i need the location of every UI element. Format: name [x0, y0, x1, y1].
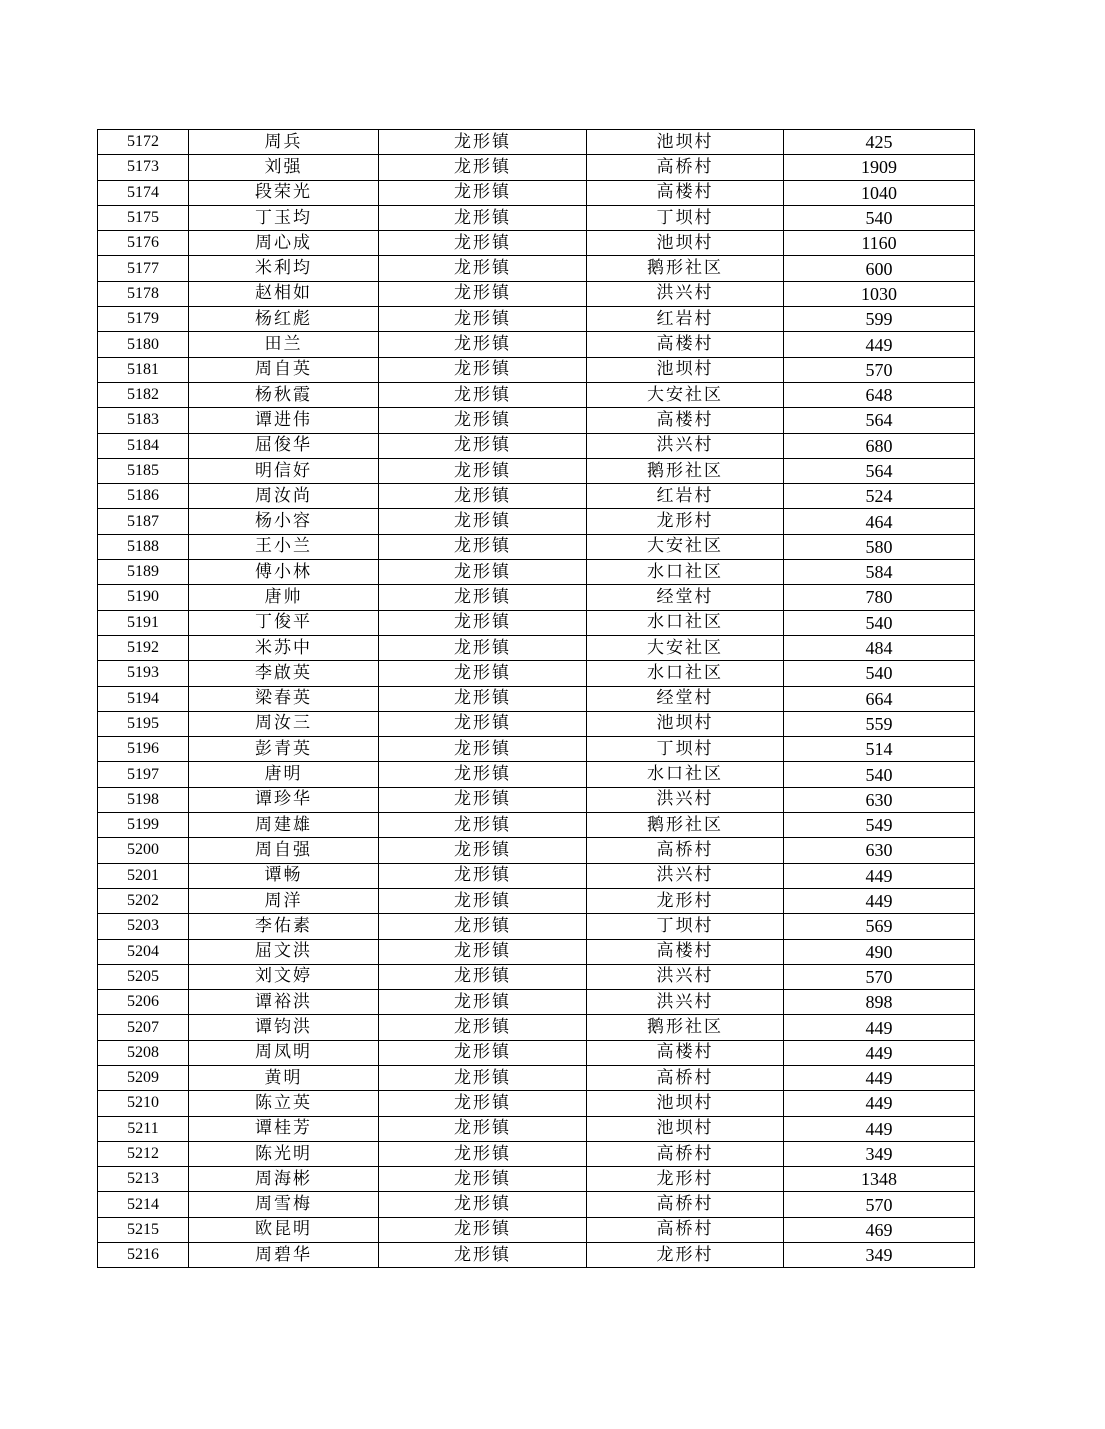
- row-number-cell: 5190: [98, 585, 189, 610]
- village-cell: 洪兴村: [587, 863, 784, 888]
- village-cell: 高桥村: [587, 838, 784, 863]
- amount-cell: 780: [784, 585, 975, 610]
- village-cell: 洪兴村: [587, 433, 784, 458]
- amount-cell: 540: [784, 610, 975, 635]
- amount-cell: 449: [784, 863, 975, 888]
- table-row: [98, 990, 975, 1015]
- town-cell: 龙形镇: [379, 838, 587, 863]
- row-number-cell: 5189: [98, 560, 189, 585]
- row-number-cell: 5211: [98, 1116, 189, 1141]
- amount-cell: 449: [784, 332, 975, 357]
- person-name-cell: 周汝尚: [189, 484, 379, 509]
- village-cell: 鹅形社区: [587, 813, 784, 838]
- amount-cell: 540: [784, 205, 975, 230]
- town-cell: 龙形镇: [379, 332, 587, 357]
- table-row: [98, 1040, 975, 1065]
- village-cell: 池坝村: [587, 1116, 784, 1141]
- village-cell: 高桥村: [587, 155, 784, 180]
- table-row: [98, 964, 975, 989]
- table-row: [98, 130, 975, 155]
- row-number-cell: 5182: [98, 382, 189, 407]
- village-cell: 高楼村: [587, 332, 784, 357]
- village-cell: 高桥村: [587, 1141, 784, 1166]
- amount-cell: 549: [784, 813, 975, 838]
- row-number-cell: 5205: [98, 964, 189, 989]
- amount-cell: 1030: [784, 281, 975, 306]
- row-number-cell: 5199: [98, 813, 189, 838]
- town-cell: 龙形镇: [379, 914, 587, 939]
- table-row: [98, 610, 975, 635]
- table-row: [98, 661, 975, 686]
- town-cell: 龙形镇: [379, 863, 587, 888]
- person-name-cell: 欧昆明: [189, 1217, 379, 1242]
- amount-cell: 570: [784, 1192, 975, 1217]
- village-cell: 鹅形社区: [587, 458, 784, 483]
- person-name-cell: 周海彬: [189, 1167, 379, 1192]
- town-cell: 龙形镇: [379, 205, 587, 230]
- table-row: [98, 813, 975, 838]
- row-number-cell: 5215: [98, 1217, 189, 1242]
- row-number-cell: 5172: [98, 130, 189, 155]
- amount-cell: 449: [784, 1065, 975, 1090]
- amount-cell: 469: [784, 1217, 975, 1242]
- person-name-cell: 周自英: [189, 357, 379, 382]
- town-cell: 龙形镇: [379, 458, 587, 483]
- table-row: [98, 382, 975, 407]
- town-cell: 龙形镇: [379, 382, 587, 407]
- row-number-cell: 5216: [98, 1243, 189, 1268]
- table-row: [98, 762, 975, 787]
- town-cell: 龙形镇: [379, 585, 587, 610]
- person-name-cell: 周凤明: [189, 1040, 379, 1065]
- table-row: [98, 1217, 975, 1242]
- village-cell: 龙形村: [587, 1243, 784, 1268]
- table-row: [98, 534, 975, 559]
- person-name-cell: 谭进伟: [189, 408, 379, 433]
- village-cell: 洪兴村: [587, 964, 784, 989]
- village-cell: 红岩村: [587, 307, 784, 332]
- data-table: [97, 129, 975, 1268]
- town-cell: 龙形镇: [379, 256, 587, 281]
- town-cell: 龙形镇: [379, 939, 587, 964]
- row-number-cell: 5203: [98, 914, 189, 939]
- table-row: [98, 256, 975, 281]
- village-cell: 池坝村: [587, 231, 784, 256]
- village-cell: 池坝村: [587, 357, 784, 382]
- table-row: [98, 205, 975, 230]
- town-cell: 龙形镇: [379, 813, 587, 838]
- village-cell: 经堂村: [587, 686, 784, 711]
- amount-cell: 514: [784, 737, 975, 762]
- village-cell: 鹅形社区: [587, 256, 784, 281]
- row-number-cell: 5188: [98, 534, 189, 559]
- person-name-cell: 王小兰: [189, 534, 379, 559]
- table-row: [98, 1192, 975, 1217]
- person-name-cell: 周兵: [189, 130, 379, 155]
- person-name-cell: 李佑素: [189, 914, 379, 939]
- village-cell: 池坝村: [587, 1091, 784, 1116]
- amount-cell: 599: [784, 307, 975, 332]
- table-row: [98, 560, 975, 585]
- person-name-cell: 唐帅: [189, 585, 379, 610]
- amount-cell: 1040: [784, 180, 975, 205]
- amount-cell: 564: [784, 458, 975, 483]
- row-number-cell: 5202: [98, 888, 189, 913]
- table-row: [98, 1116, 975, 1141]
- person-name-cell: 谭桂芳: [189, 1116, 379, 1141]
- amount-cell: 540: [784, 661, 975, 686]
- table-row: [98, 155, 975, 180]
- table-row: [98, 635, 975, 660]
- amount-cell: 449: [784, 888, 975, 913]
- village-cell: 大安社区: [587, 534, 784, 559]
- amount-cell: 524: [784, 484, 975, 509]
- town-cell: 龙形镇: [379, 1243, 587, 1268]
- row-number-cell: 5201: [98, 863, 189, 888]
- person-name-cell: 谭钧洪: [189, 1015, 379, 1040]
- person-name-cell: 段荣光: [189, 180, 379, 205]
- person-name-cell: 周汝三: [189, 711, 379, 736]
- table-row: [98, 939, 975, 964]
- person-name-cell: 周雪梅: [189, 1192, 379, 1217]
- village-cell: 水口社区: [587, 762, 784, 787]
- amount-cell: 449: [784, 1091, 975, 1116]
- town-cell: 龙形镇: [379, 1116, 587, 1141]
- village-cell: 经堂村: [587, 585, 784, 610]
- table-row: [98, 787, 975, 812]
- amount-cell: 1909: [784, 155, 975, 180]
- town-cell: 龙形镇: [379, 1065, 587, 1090]
- amount-cell: 569: [784, 914, 975, 939]
- town-cell: 龙形镇: [379, 737, 587, 762]
- row-number-cell: 5186: [98, 484, 189, 509]
- town-cell: 龙形镇: [379, 1015, 587, 1040]
- amount-cell: 425: [784, 130, 975, 155]
- row-number-cell: 5197: [98, 762, 189, 787]
- row-number-cell: 5173: [98, 155, 189, 180]
- village-cell: 鹅形社区: [587, 1015, 784, 1040]
- row-number-cell: 5214: [98, 1192, 189, 1217]
- table-row: [98, 433, 975, 458]
- person-name-cell: 丁玉均: [189, 205, 379, 230]
- person-name-cell: 彭青英: [189, 737, 379, 762]
- village-cell: 大安社区: [587, 382, 784, 407]
- town-cell: 龙形镇: [379, 130, 587, 155]
- amount-cell: 540: [784, 762, 975, 787]
- amount-cell: 484: [784, 635, 975, 660]
- village-cell: 池坝村: [587, 711, 784, 736]
- person-name-cell: 梁春英: [189, 686, 379, 711]
- row-number-cell: 5180: [98, 332, 189, 357]
- row-number-cell: 5184: [98, 433, 189, 458]
- table-row: [98, 1167, 975, 1192]
- table-row: [98, 1141, 975, 1166]
- row-number-cell: 5206: [98, 990, 189, 1015]
- amount-cell: 449: [784, 1040, 975, 1065]
- village-cell: 水口社区: [587, 560, 784, 585]
- table-row: [98, 585, 975, 610]
- person-name-cell: 米利均: [189, 256, 379, 281]
- row-number-cell: 5193: [98, 661, 189, 686]
- table-row: [98, 888, 975, 913]
- person-name-cell: 周碧华: [189, 1243, 379, 1268]
- table-row: [98, 281, 975, 306]
- town-cell: 龙形镇: [379, 155, 587, 180]
- table-row: [98, 1015, 975, 1040]
- town-cell: 龙形镇: [379, 433, 587, 458]
- town-cell: 龙形镇: [379, 1192, 587, 1217]
- row-number-cell: 5179: [98, 307, 189, 332]
- village-cell: 洪兴村: [587, 787, 784, 812]
- village-cell: 高桥村: [587, 1065, 784, 1090]
- town-cell: 龙形镇: [379, 484, 587, 509]
- person-name-cell: 杨秋霞: [189, 382, 379, 407]
- row-number-cell: 5175: [98, 205, 189, 230]
- town-cell: 龙形镇: [379, 509, 587, 534]
- person-name-cell: 杨红彪: [189, 307, 379, 332]
- person-name-cell: 丁俊平: [189, 610, 379, 635]
- town-cell: 龙形镇: [379, 661, 587, 686]
- table-row: [98, 357, 975, 382]
- table-row: [98, 509, 975, 534]
- person-name-cell: 谭珍华: [189, 787, 379, 812]
- person-name-cell: 刘文婷: [189, 964, 379, 989]
- village-cell: 池坝村: [587, 130, 784, 155]
- village-cell: 大安社区: [587, 635, 784, 660]
- row-number-cell: 5177: [98, 256, 189, 281]
- person-name-cell: 田兰: [189, 332, 379, 357]
- person-name-cell: 屈俊华: [189, 433, 379, 458]
- town-cell: 龙形镇: [379, 180, 587, 205]
- row-number-cell: 5192: [98, 635, 189, 660]
- town-cell: 龙形镇: [379, 610, 587, 635]
- table-row: [98, 332, 975, 357]
- row-number-cell: 5181: [98, 357, 189, 382]
- village-cell: 高桥村: [587, 1192, 784, 1217]
- village-cell: 龙形村: [587, 888, 784, 913]
- person-name-cell: 唐明: [189, 762, 379, 787]
- town-cell: 龙形镇: [379, 1217, 587, 1242]
- person-name-cell: 赵相如: [189, 281, 379, 306]
- amount-cell: 630: [784, 838, 975, 863]
- amount-cell: 580: [784, 534, 975, 559]
- table-row: [98, 711, 975, 736]
- table-row: [98, 737, 975, 762]
- town-cell: 龙形镇: [379, 964, 587, 989]
- town-cell: 龙形镇: [379, 560, 587, 585]
- table-row: [98, 1065, 975, 1090]
- amount-cell: 570: [784, 964, 975, 989]
- table-row: [98, 914, 975, 939]
- person-name-cell: 杨小容: [189, 509, 379, 534]
- person-name-cell: 周心成: [189, 231, 379, 256]
- person-name-cell: 陈立英: [189, 1091, 379, 1116]
- row-number-cell: 5195: [98, 711, 189, 736]
- table-row: [98, 1243, 975, 1268]
- town-cell: 龙形镇: [379, 281, 587, 306]
- amount-cell: 570: [784, 357, 975, 382]
- village-cell: 丁坝村: [587, 205, 784, 230]
- amount-cell: 349: [784, 1141, 975, 1166]
- town-cell: 龙形镇: [379, 686, 587, 711]
- amount-cell: 648: [784, 382, 975, 407]
- village-cell: 洪兴村: [587, 990, 784, 1015]
- town-cell: 龙形镇: [379, 990, 587, 1015]
- person-name-cell: 米苏中: [189, 635, 379, 660]
- amount-cell: 559: [784, 711, 975, 736]
- person-name-cell: 谭畅: [189, 863, 379, 888]
- amount-cell: 449: [784, 1116, 975, 1141]
- row-number-cell: 5178: [98, 281, 189, 306]
- village-cell: 高楼村: [587, 408, 784, 433]
- town-cell: 龙形镇: [379, 787, 587, 812]
- village-cell: 水口社区: [587, 610, 784, 635]
- row-number-cell: 5198: [98, 787, 189, 812]
- amount-cell: 630: [784, 787, 975, 812]
- table-row: [98, 231, 975, 256]
- table-row: [98, 1091, 975, 1116]
- row-number-cell: 5208: [98, 1040, 189, 1065]
- amount-cell: 680: [784, 433, 975, 458]
- row-number-cell: 5200: [98, 838, 189, 863]
- town-cell: 龙形镇: [379, 888, 587, 913]
- village-cell: 高楼村: [587, 1040, 784, 1065]
- village-cell: 丁坝村: [587, 914, 784, 939]
- person-name-cell: 明信好: [189, 458, 379, 483]
- table-row: [98, 307, 975, 332]
- row-number-cell: 5212: [98, 1141, 189, 1166]
- person-name-cell: 李啟英: [189, 661, 379, 686]
- row-number-cell: 5183: [98, 408, 189, 433]
- row-number-cell: 5210: [98, 1091, 189, 1116]
- town-cell: 龙形镇: [379, 231, 587, 256]
- village-cell: 丁坝村: [587, 737, 784, 762]
- town-cell: 龙形镇: [379, 307, 587, 332]
- table-row: [98, 484, 975, 509]
- village-cell: 高桥村: [587, 1217, 784, 1242]
- person-name-cell: 黄明: [189, 1065, 379, 1090]
- amount-cell: 664: [784, 686, 975, 711]
- table-row: [98, 408, 975, 433]
- amount-cell: 490: [784, 939, 975, 964]
- town-cell: 龙形镇: [379, 357, 587, 382]
- row-number-cell: 5174: [98, 180, 189, 205]
- row-number-cell: 5207: [98, 1015, 189, 1040]
- amount-cell: 564: [784, 408, 975, 433]
- person-name-cell: 陈光明: [189, 1141, 379, 1166]
- row-number-cell: 5185: [98, 458, 189, 483]
- town-cell: 龙形镇: [379, 711, 587, 736]
- village-cell: 高楼村: [587, 939, 784, 964]
- amount-cell: 1348: [784, 1167, 975, 1192]
- village-cell: 红岩村: [587, 484, 784, 509]
- row-number-cell: 5213: [98, 1167, 189, 1192]
- town-cell: 龙形镇: [379, 534, 587, 559]
- person-name-cell: 屈文洪: [189, 939, 379, 964]
- person-name-cell: 刘强: [189, 155, 379, 180]
- person-name-cell: 周建雄: [189, 813, 379, 838]
- person-name-cell: 谭裕洪: [189, 990, 379, 1015]
- row-number-cell: 5194: [98, 686, 189, 711]
- town-cell: 龙形镇: [379, 1040, 587, 1065]
- amount-cell: 1160: [784, 231, 975, 256]
- town-cell: 龙形镇: [379, 408, 587, 433]
- table-body: [98, 130, 975, 1268]
- town-cell: 龙形镇: [379, 635, 587, 660]
- village-cell: 洪兴村: [587, 281, 784, 306]
- town-cell: 龙形镇: [379, 1167, 587, 1192]
- amount-cell: 464: [784, 509, 975, 534]
- amount-cell: 600: [784, 256, 975, 281]
- table-row: [98, 458, 975, 483]
- village-cell: 龙形村: [587, 1167, 784, 1192]
- row-number-cell: 5196: [98, 737, 189, 762]
- person-name-cell: 傅小林: [189, 560, 379, 585]
- table-row: [98, 863, 975, 888]
- table-row: [98, 180, 975, 205]
- town-cell: 龙形镇: [379, 762, 587, 787]
- town-cell: 龙形镇: [379, 1141, 587, 1166]
- village-cell: 水口社区: [587, 661, 784, 686]
- village-cell: 高楼村: [587, 180, 784, 205]
- amount-cell: 449: [784, 1015, 975, 1040]
- amount-cell: 584: [784, 560, 975, 585]
- row-number-cell: 5191: [98, 610, 189, 635]
- table-row: [98, 838, 975, 863]
- person-name-cell: 周自强: [189, 838, 379, 863]
- amount-cell: 898: [784, 990, 975, 1015]
- row-number-cell: 5187: [98, 509, 189, 534]
- town-cell: 龙形镇: [379, 1091, 587, 1116]
- table-row: [98, 686, 975, 711]
- person-name-cell: 周洋: [189, 888, 379, 913]
- amount-cell: 349: [784, 1243, 975, 1268]
- row-number-cell: 5209: [98, 1065, 189, 1090]
- row-number-cell: 5176: [98, 231, 189, 256]
- village-cell: 龙形村: [587, 509, 784, 534]
- row-number-cell: 5204: [98, 939, 189, 964]
